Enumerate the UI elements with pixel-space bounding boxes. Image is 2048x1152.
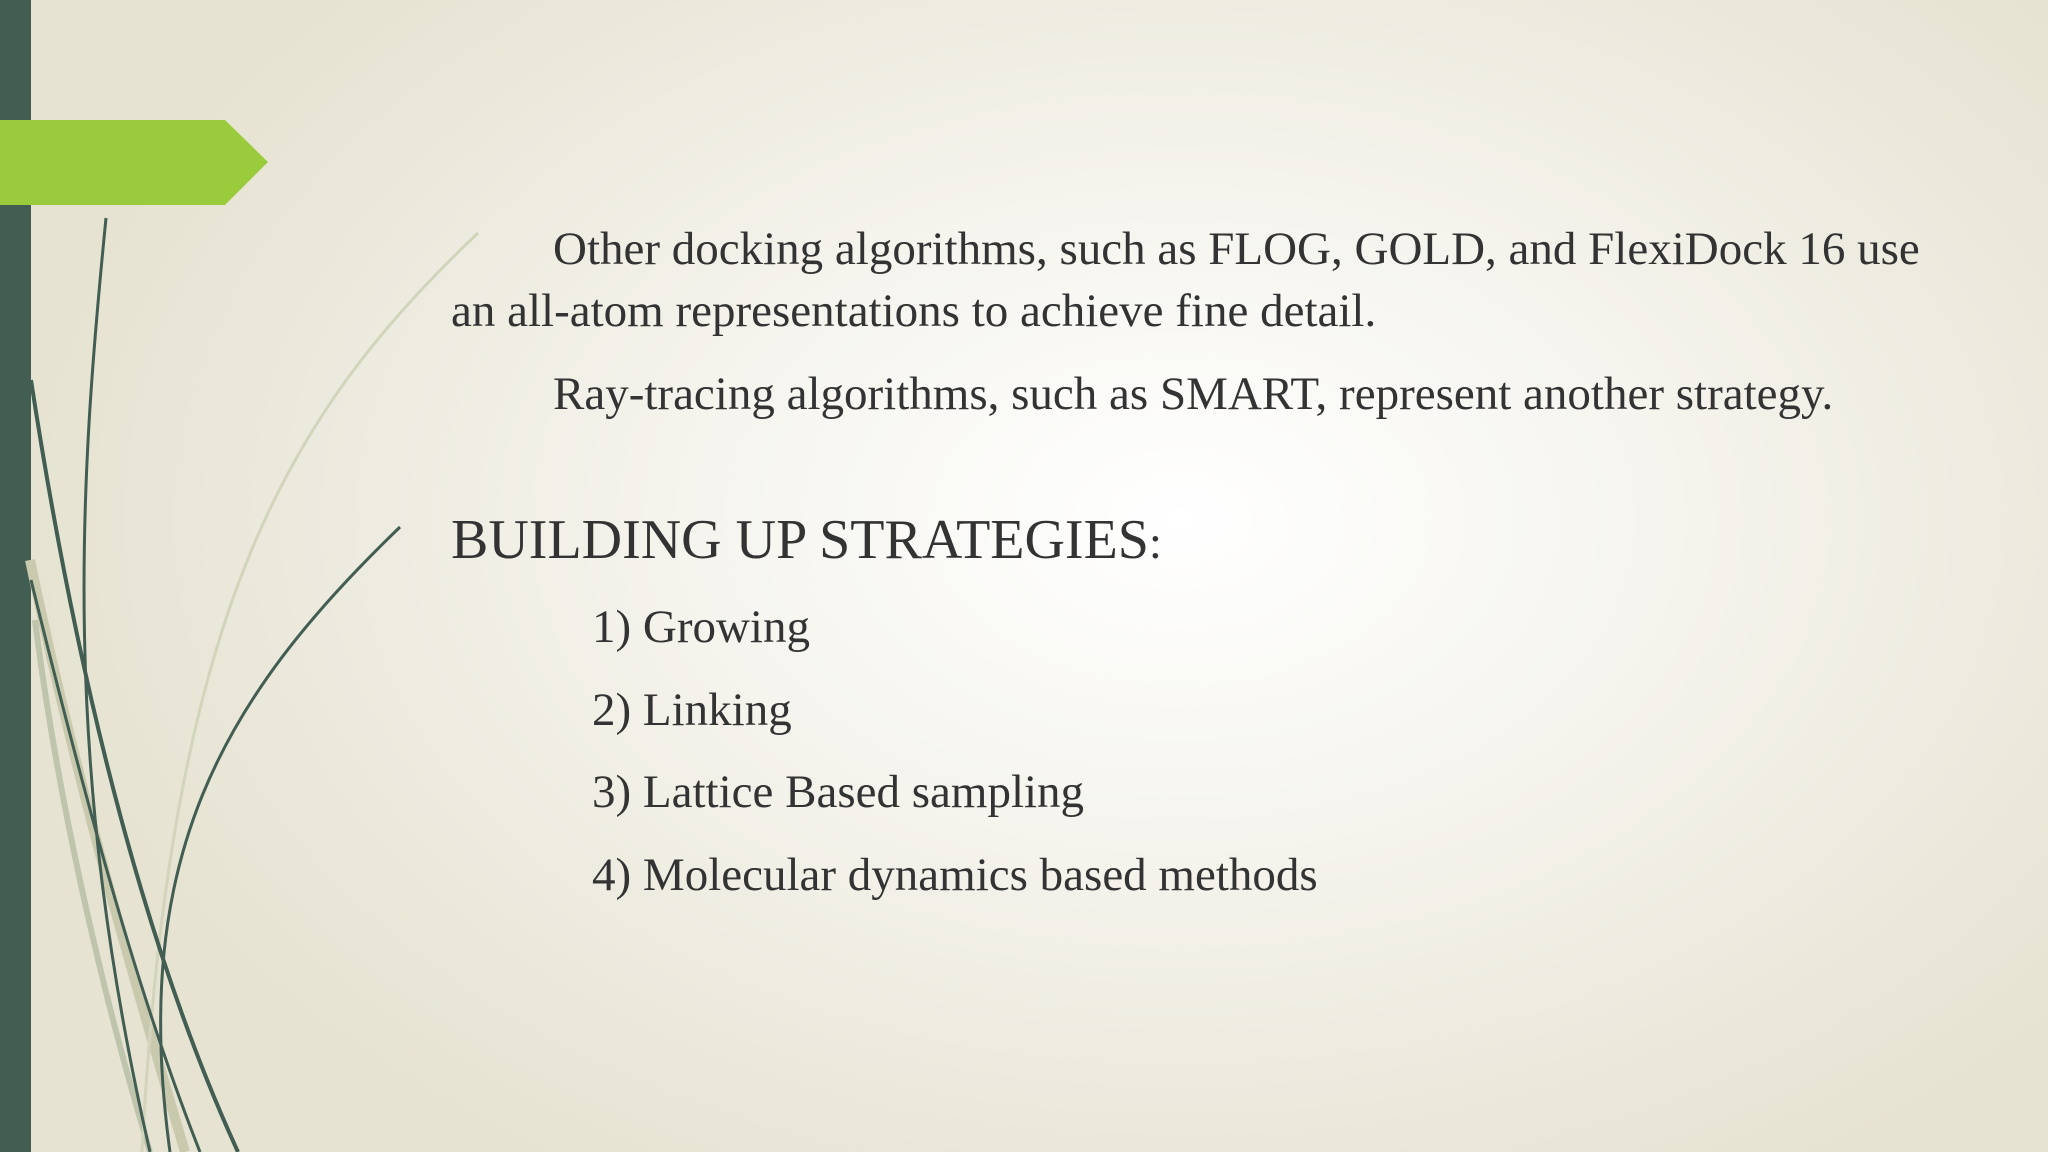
paragraph-ray-tracing: Ray-tracing algorithms, such as SMART, represent another strategy. — [553, 368, 1834, 420]
paragraph-docking-algorithms: Other docking algorithms, such as FLOG, GOLD, and FlexiDock 16 use an all-atom representations to achieve fine detail. — [451, 223, 1920, 337]
strategy-item-molecular-dynamics: 4) Molecular dynamics based methods — [592, 848, 1318, 901]
heading-text: BUILDING UP STRATEGIES — [451, 509, 1149, 571]
building-up-strategies-heading — [451, 505, 1162, 578]
strategy-list — [592, 596, 1318, 926]
curve-dark-2 — [31, 380, 238, 1152]
curve-light-3 — [142, 233, 478, 1152]
strategy-item-growing: 1) Growing — [592, 601, 810, 653]
heading-colon: : — [1148, 517, 1162, 569]
strategy-item-linking: 2) Linking — [592, 683, 792, 736]
strategy-item-lattice-sampling: 3) Lattice Based sampling — [592, 766, 1085, 818]
